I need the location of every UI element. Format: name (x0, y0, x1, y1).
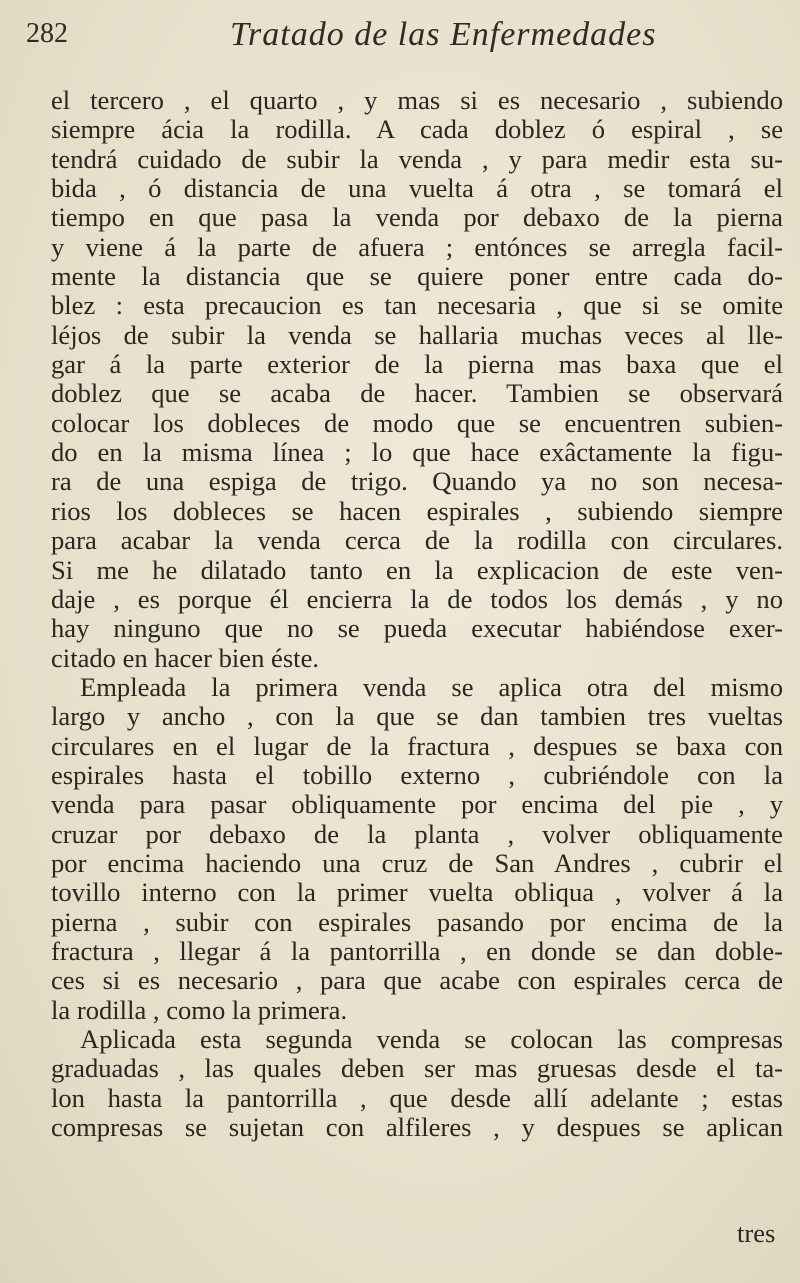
text-line: venda para pasar obliquamente por encima del pie , y (51, 790, 783, 820)
text-line: siempre ácia la rodilla. A cada doblez ó espiral , se (51, 115, 783, 145)
text-line: cruzar por debaxo de la planta , volver obliquamente (51, 819, 783, 849)
text-line: rios los dobleces se hacen espirales , subiendo siempre (51, 496, 783, 526)
text-line: el tercero , el quarto , y mas si es necesario , subiendo (51, 86, 783, 115)
text-line: colocar los dobleces de modo que se encuentren subien- (51, 408, 783, 438)
text-line: tiempo en que pasa la venda por debaxo de la pierna (51, 203, 783, 233)
running-title: Tratado de las Enfermedades (230, 16, 657, 53)
text-line: compresas se sujetan con alfileres , y despues se aplican (51, 1113, 783, 1143)
text-line: circulares en el lugar de la fractura , despues se baxa con (51, 731, 783, 761)
text-line: graduadas , las quales deben ser mas gruesas desde el ta- (51, 1054, 783, 1084)
paragraph-end-line: la rodilla , como la primera. (51, 995, 348, 1025)
text-line: tovillo interno con la primer vuelta obliqua , volver á la (51, 878, 783, 908)
text-line: ra de una espiga de trigo. Quando ya no son necesa- (51, 467, 783, 497)
text-line: daje , es porque él encierra la de todos los demás , y no (51, 584, 783, 614)
text-line: léjos de subir la venda se hallaria muchas veces al lle- (51, 320, 783, 350)
text-line: hay ninguno que no se pueda executar habiéndose exer- (51, 614, 783, 644)
text-line: lon hasta la pantorrilla , que desde allí adelante ; estas (51, 1083, 783, 1113)
page-number: 282 (26, 18, 68, 49)
text-line: y viene á la parte de afuera ; entónces se arregla facil- (51, 232, 783, 262)
paragraph-start-line: Aplicada esta segunda venda se colocan las compresas (80, 1025, 783, 1054)
body-text (51, 86, 783, 1142)
text-line: ces si es necesario , para que acabe con espirales cerca de (51, 966, 783, 996)
text-line: gar á la parte exterior de la pierna mas baxa que el (51, 350, 783, 380)
text-line: blez : esta precaucion es tan necesaria , que si se omite (51, 291, 783, 321)
paragraph-start-line: Empleada la primera venda se aplica otra del mismo (80, 672, 783, 702)
text-line: para acabar la venda cerca de la rodilla con circulares. (51, 526, 783, 556)
text-line: pierna , subir con espirales pasando por encima de la (51, 907, 783, 937)
text-line: do en la misma línea ; lo que hace exâctamente la figu- (51, 438, 783, 468)
text-line: doblez que se acaba de hacer. Tambien se observará (51, 379, 783, 409)
text-line: bida , ó distancia de una vuelta á otra , se tomará el (51, 174, 783, 204)
page-header (0, 16, 800, 56)
text-line: largo y ancho , con la que se dan tambien tres vueltas (51, 702, 783, 732)
text-line: mente la distancia que se quiere poner entre cada do- (51, 262, 783, 292)
text-line: por encima haciendo una cruz de San Andres , cubrir el (51, 848, 783, 878)
text-line: fractura , llegar á la pantorrilla , en donde se dan doble- (51, 936, 783, 966)
catchword: tres (737, 1218, 776, 1248)
paragraph-end-line: citado en hacer bien éste. (51, 643, 320, 673)
text-line: tendrá cuidado de subir la venda , y para medir esta su- (51, 144, 783, 174)
text-line: Si me he dilatado tanto en la explicacion de este ven- (51, 555, 783, 585)
text-line: espirales hasta el tobillo externo , cubriéndole con la (51, 760, 783, 790)
